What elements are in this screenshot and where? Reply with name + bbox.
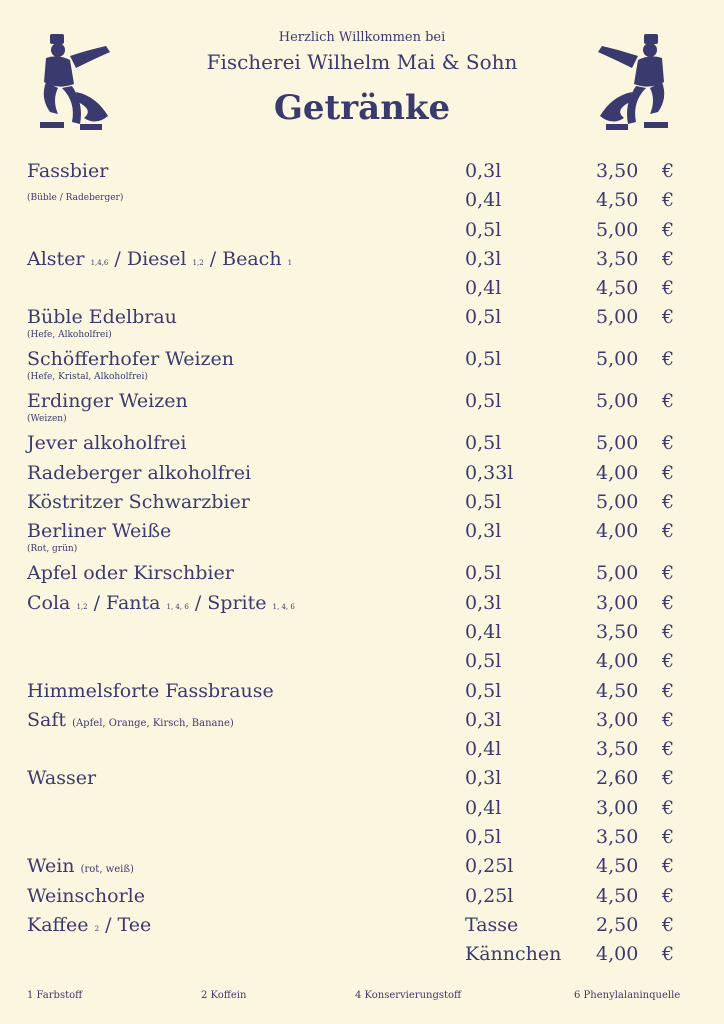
drink-name: Schöfferhofer Weizen bbox=[27, 348, 235, 371]
drink-price: 5,00 bbox=[596, 432, 639, 455]
drink-price: 3,50 bbox=[596, 160, 639, 182]
currency-symbol: € bbox=[662, 738, 675, 761]
drink-volume: Kännchen bbox=[465, 943, 562, 966]
drink-volume: 0,5l bbox=[465, 390, 502, 413]
drink-price: 4,50 bbox=[596, 277, 639, 300]
currency-symbol: € bbox=[662, 277, 675, 300]
currency-symbol: € bbox=[662, 620, 675, 643]
menu-row bbox=[0, 707, 724, 736]
drink-volume: 0,3l bbox=[465, 708, 502, 731]
currency-symbol: € bbox=[662, 913, 675, 936]
drink-price: 3,50 bbox=[596, 738, 639, 761]
drink-name: Köstritzer Schwarzbier bbox=[27, 491, 250, 514]
drink-subtitle: (Büble / Radeberger) bbox=[27, 193, 124, 204]
drink-volume: 0,4l bbox=[465, 277, 502, 300]
currency-symbol: € bbox=[662, 943, 675, 966]
page-title: Getränke bbox=[273, 88, 451, 128]
currency-symbol: € bbox=[662, 491, 675, 514]
menu-row bbox=[0, 941, 724, 970]
drink-price: 2,60 bbox=[596, 767, 639, 790]
drink-subtitle: (Hefe, Kristal, Alkoholfrei) bbox=[27, 372, 148, 383]
drink-price: 4,00 bbox=[596, 650, 639, 673]
currency-symbol: € bbox=[662, 796, 675, 819]
currency-symbol: € bbox=[662, 432, 675, 455]
drink-price: 4,00 bbox=[596, 461, 639, 484]
menu-row bbox=[0, 883, 724, 912]
menu-row bbox=[0, 460, 724, 489]
drink-volume: Tasse bbox=[465, 913, 519, 936]
footnote: 6 Phenylalaninquelle bbox=[574, 990, 681, 1001]
drink-volume: 0,5l bbox=[465, 491, 502, 514]
currency-symbol: € bbox=[662, 855, 675, 878]
drink-name: Weinschorle bbox=[27, 884, 146, 907]
drink-volume: 0,5l bbox=[465, 348, 502, 371]
drink-subtitle: (Rot, grün) bbox=[27, 544, 78, 555]
drink-price: 3,50 bbox=[596, 620, 639, 643]
menu-row bbox=[0, 518, 724, 560]
drink-volume: 0,4l bbox=[465, 189, 502, 212]
currency-symbol: € bbox=[662, 708, 675, 731]
drink-volume: 0,4l bbox=[465, 620, 502, 643]
currency-symbol: € bbox=[662, 348, 675, 371]
menu-row bbox=[0, 619, 724, 648]
menu-row bbox=[0, 736, 724, 765]
drink-price: 3,00 bbox=[596, 708, 639, 731]
currency-symbol: € bbox=[662, 247, 675, 270]
menu-row bbox=[0, 560, 724, 589]
drink-volume: 0,3l bbox=[465, 160, 502, 182]
currency-symbol: € bbox=[662, 218, 675, 241]
drink-price: 4,50 bbox=[596, 679, 639, 702]
drink-name: Berliner Weiße bbox=[27, 520, 172, 543]
drink-price: 5,00 bbox=[596, 390, 639, 413]
drink-name: Erdinger Weizen bbox=[27, 390, 188, 413]
drink-volume: 0,3l bbox=[465, 247, 502, 270]
drink-name: Wasser bbox=[27, 767, 97, 790]
drink-name: Kaffee 2 / Tee bbox=[27, 913, 152, 936]
drink-name: Himmelsforte Fassbrause bbox=[27, 679, 274, 702]
welcome-text: Herzlich Willkommen bei bbox=[278, 30, 446, 45]
menu-row bbox=[0, 795, 724, 824]
menu-row bbox=[0, 912, 724, 941]
drink-volume: 0,5l bbox=[465, 218, 502, 241]
currency-symbol: € bbox=[662, 562, 675, 585]
currency-symbol: € bbox=[662, 679, 675, 702]
footnote: 1 Farbstoff bbox=[27, 990, 83, 1001]
drink-volume: 0,4l bbox=[465, 796, 502, 819]
drink-price: 4,50 bbox=[596, 884, 639, 907]
drink-subtitle: (Weizen) bbox=[27, 414, 67, 425]
drinks-list bbox=[0, 158, 724, 971]
business-name: Fischerei Wilhelm Mai & Sohn bbox=[206, 50, 518, 74]
drink-volume: 0,25l bbox=[465, 855, 514, 878]
drink-name: Wein (rot, weiß) bbox=[27, 855, 134, 878]
currency-symbol: € bbox=[662, 189, 675, 212]
menu-row bbox=[0, 489, 724, 518]
footnote: 2 Koffein bbox=[201, 990, 247, 1001]
menu-row bbox=[0, 187, 724, 216]
menu-row bbox=[0, 678, 724, 707]
drink-volume: 0,3l bbox=[465, 520, 502, 543]
currency-symbol: € bbox=[662, 390, 675, 413]
drink-price: 5,00 bbox=[596, 348, 639, 371]
drink-name: Radeberger alkoholfrei bbox=[27, 461, 252, 484]
drink-price: 5,00 bbox=[596, 491, 639, 514]
menu-row bbox=[0, 430, 724, 459]
drink-name: Jever alkoholfrei bbox=[27, 432, 187, 455]
drink-volume: 0,5l bbox=[465, 432, 502, 455]
drink-volume: 0,33l bbox=[465, 461, 514, 484]
currency-symbol: € bbox=[662, 767, 675, 790]
drink-price: 3,00 bbox=[596, 796, 639, 819]
drink-volume: 0,3l bbox=[465, 767, 502, 790]
menu-row bbox=[0, 246, 724, 275]
currency-symbol: € bbox=[662, 160, 675, 182]
drink-subtitle: (Hefe, Alkoholfrei) bbox=[27, 330, 112, 341]
drink-name: Cola 1,2 / Fanta 1, 4, 6 / Sprite 1, 4, 6 bbox=[27, 591, 295, 614]
drink-price: 3,50 bbox=[596, 826, 639, 849]
drink-name: Saft (Apfel, Orange, Kirsch, Banane) bbox=[27, 708, 234, 731]
drink-name: Fassbier bbox=[27, 160, 109, 182]
drink-price: 4,50 bbox=[596, 189, 639, 212]
drink-price: 5,00 bbox=[596, 562, 639, 585]
drink-price: 3,00 bbox=[596, 591, 639, 614]
drink-volume: 0,3l bbox=[465, 591, 502, 614]
menu-row bbox=[0, 765, 724, 794]
currency-symbol: € bbox=[662, 461, 675, 484]
drink-volume: 0,5l bbox=[465, 562, 502, 585]
menu-row bbox=[0, 217, 724, 246]
currency-symbol: € bbox=[662, 650, 675, 673]
currency-symbol: € bbox=[662, 591, 675, 614]
currency-symbol: € bbox=[662, 884, 675, 907]
drink-volume: 0,25l bbox=[465, 884, 514, 907]
drink-volume: 0,5l bbox=[465, 650, 502, 673]
menu-row bbox=[0, 346, 724, 388]
drink-price: 2,50 bbox=[596, 913, 639, 936]
drink-volume: 0,5l bbox=[465, 679, 502, 702]
drink-volume: 0,5l bbox=[465, 826, 502, 849]
menu-row bbox=[0, 824, 724, 853]
drink-name: Büble Edelbrau bbox=[27, 306, 177, 329]
drink-price: 4,00 bbox=[596, 943, 639, 966]
currency-symbol: € bbox=[662, 306, 675, 329]
menu-row bbox=[0, 853, 724, 882]
drink-price: 5,00 bbox=[596, 218, 639, 241]
menu-row bbox=[0, 304, 724, 346]
footnote: 4 Konservierungstoff bbox=[355, 990, 462, 1001]
currency-symbol: € bbox=[662, 826, 675, 849]
drink-price: 4,00 bbox=[596, 520, 639, 543]
menu-row bbox=[0, 648, 724, 677]
menu-row bbox=[0, 388, 724, 430]
drink-name: Alster 1,4,6 / Diesel 1,2 / Beach 1 bbox=[27, 247, 293, 270]
menu-row bbox=[0, 158, 724, 187]
menu-row bbox=[0, 275, 724, 304]
currency-symbol: € bbox=[662, 520, 675, 543]
drink-name: Apfel oder Kirschbier bbox=[27, 562, 234, 585]
drink-price: 3,50 bbox=[596, 247, 639, 270]
drink-volume: 0,4l bbox=[465, 738, 502, 761]
drink-volume: 0,5l bbox=[465, 306, 502, 329]
drink-price: 4,50 bbox=[596, 855, 639, 878]
menu-row bbox=[0, 590, 724, 619]
drink-price: 5,00 bbox=[596, 306, 639, 329]
